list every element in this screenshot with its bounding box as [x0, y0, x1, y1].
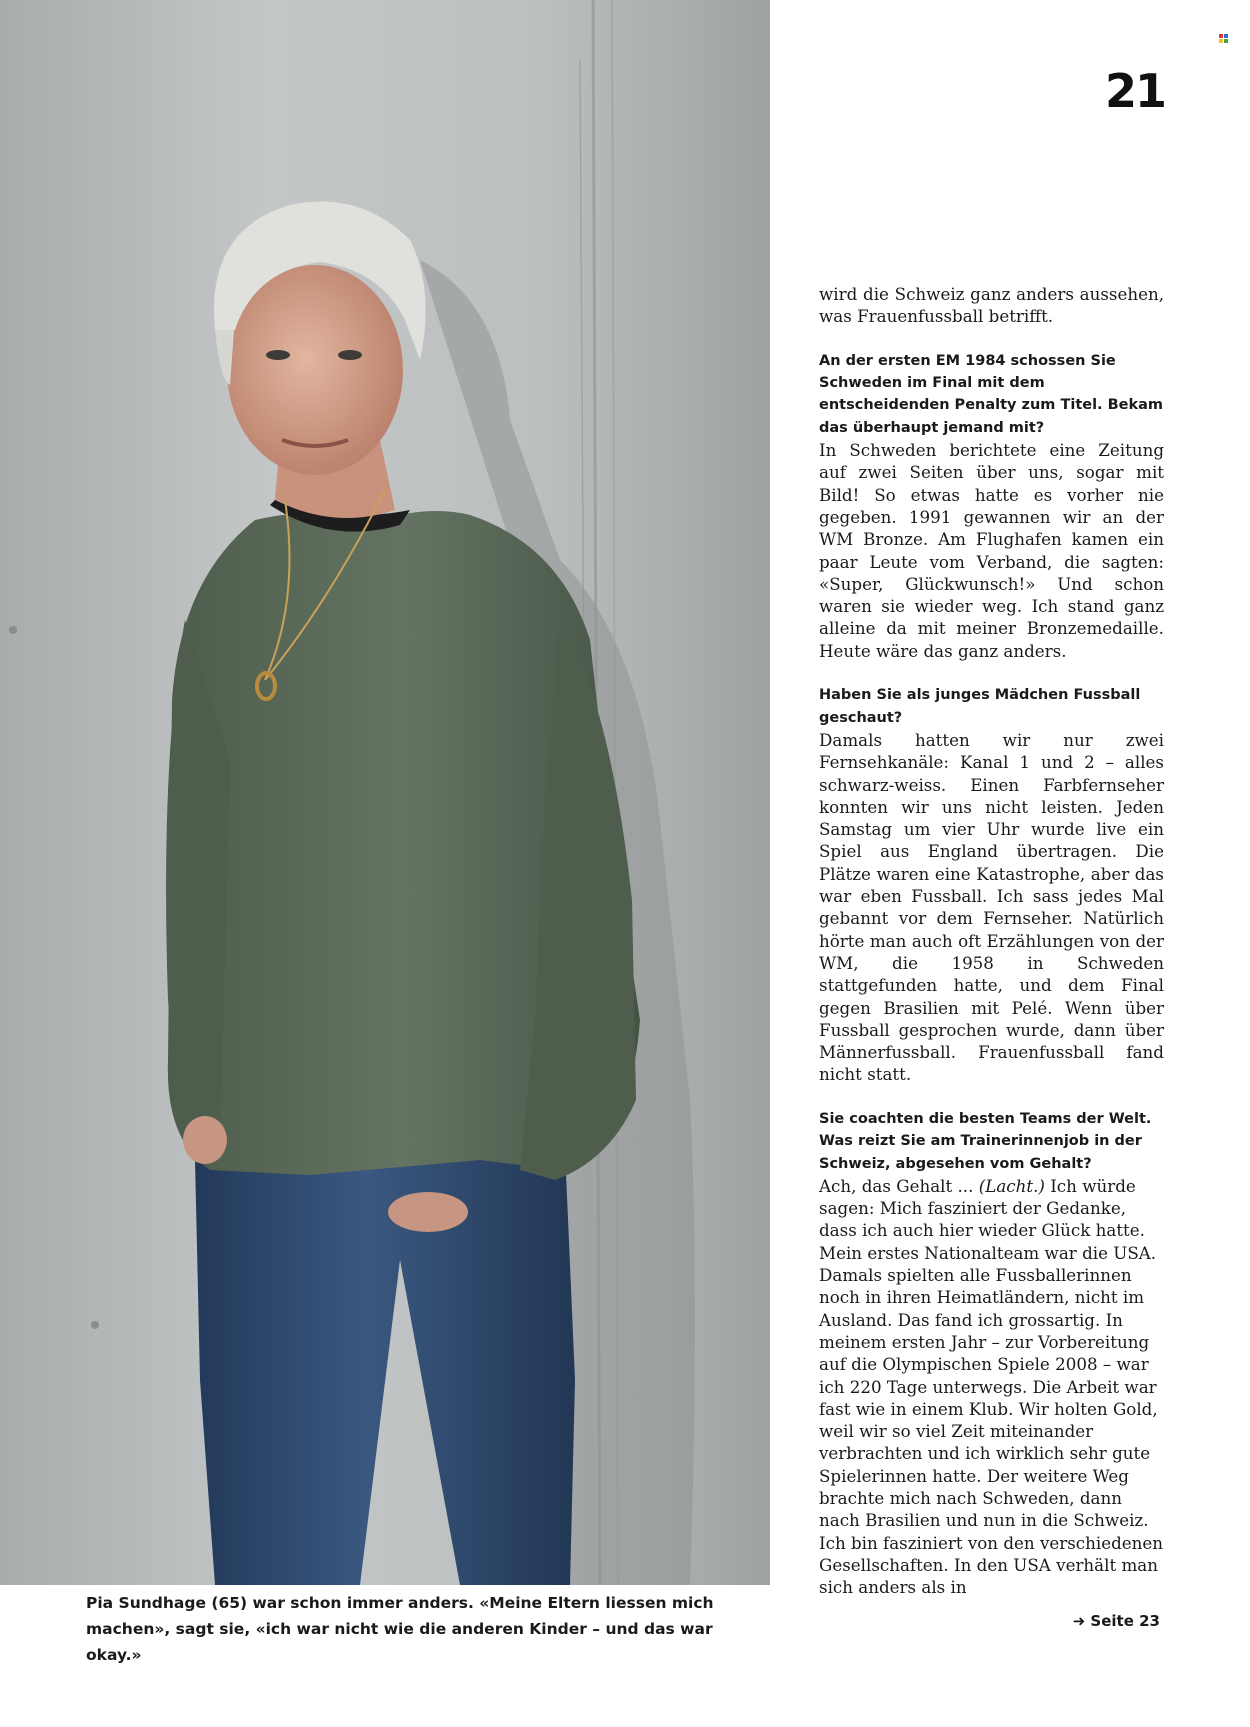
article-intro: wird die Schweiz ganz anders aussehen, was Frauenfussball betrifft. — [819, 284, 1164, 327]
page-number: 21 — [1104, 64, 1165, 118]
article-column — [819, 283, 1164, 1599]
answer-aside: (Lacht.) — [978, 1175, 1045, 1196]
interview-answer: In Schweden berichtete eine Zeitung auf zwei Seiten über uns, sogar mit Bild! So etwas hatte es vorher nie gegeben. 1991 gewannen wir an der WM Bronze. Am Flughafen kamen ein paar Leute vom Verband, die sagten: «Super, Glückwunsch!» Und schon waren sie wieder weg. Ich stand ganz alleine da mit meiner Bronzemedaille. Heute wäre das ganz anders. — [819, 440, 1164, 661]
answer-start: Ach, das Gehalt ... — [819, 1175, 974, 1196]
answer-end: verhält man sich anders als in — [819, 1554, 1159, 1598]
interview-question: Haben Sie als junges Mädchen Fussball geschaut? — [819, 687, 1141, 726]
interview-question: Sie coachten die besten Teams der Welt. Was reizt Sie am Trainerinnenjob in der Schweiz, abgesehen vom Gehalt? — [819, 1110, 1152, 1172]
interview-answer — [819, 1175, 1164, 1599]
interview-question: An der ersten EM 1984 schossen Sie Schweden im Final mit dem entscheidenden Penalty zum Titel. Bekam das überhaupt jemand mit? — [819, 352, 1164, 436]
continue-link[interactable]: ➜ Seite 23 — [1072, 1612, 1160, 1630]
photo-caption: Pia Sundhage (65) war schon immer anders. «Meine Eltern liessen mich machen», sagt sie, «ich war nicht wie die anderen Kinder – und das war okay.» — [86, 1594, 714, 1664]
interview-answer: Damals hatten wir nur zwei Fernsehkanäle: Kanal 1 und 2 – alles schwarz-weiss. Einen Farbfernseher konnten wir uns nicht leisten. Jeden Samstag um vier Uhr wurde live ein Spiel aus England übertragen. Die Plätze waren eine Katastrophe, aber das war eben Fussball. Ich sass jedes Mal gebannt vor dem Fernseher. Natürlich hörte man auch oft Erzählungen von der WM, die 1958 in Schweden stattgefunden hatte, und dem Final gegen Brasilien mit Pelé. Wenn über Fussball gesprochen wurde, dann über Männerfussball. Frauenfussball fand nicht statt. — [819, 729, 1164, 1085]
color-registration-mark — [1219, 34, 1228, 43]
answer-body: Ich würde sagen: Mich fasziniert der Gedanke, dass ich auch hier wieder Glück hatte. Mein erstes Nationalteam war die USA. Damals spielten alle Fussballerinnen noch in ihren Heimatländern, nicht im Ausland. Das fand ich grossartig. In meinem ersten Jahr – zur Vorbereitung auf die Olympischen Spiele 2008 – war ich 220 Tage unterwegs. Die Arbeit war fast wie in einem Klub. Wir holten Gold, weil wir so viel Zeit miteinander verbrachten und ich wirklich sehr gute Spielerinnen hatte. Der weitere Weg brachte mich nach Schweden, dann nach Brasilien und nun in die Schweiz. Ich bin fasziniert von den verschiedenen Gesellschaften. In den USA — [819, 1175, 1164, 1575]
